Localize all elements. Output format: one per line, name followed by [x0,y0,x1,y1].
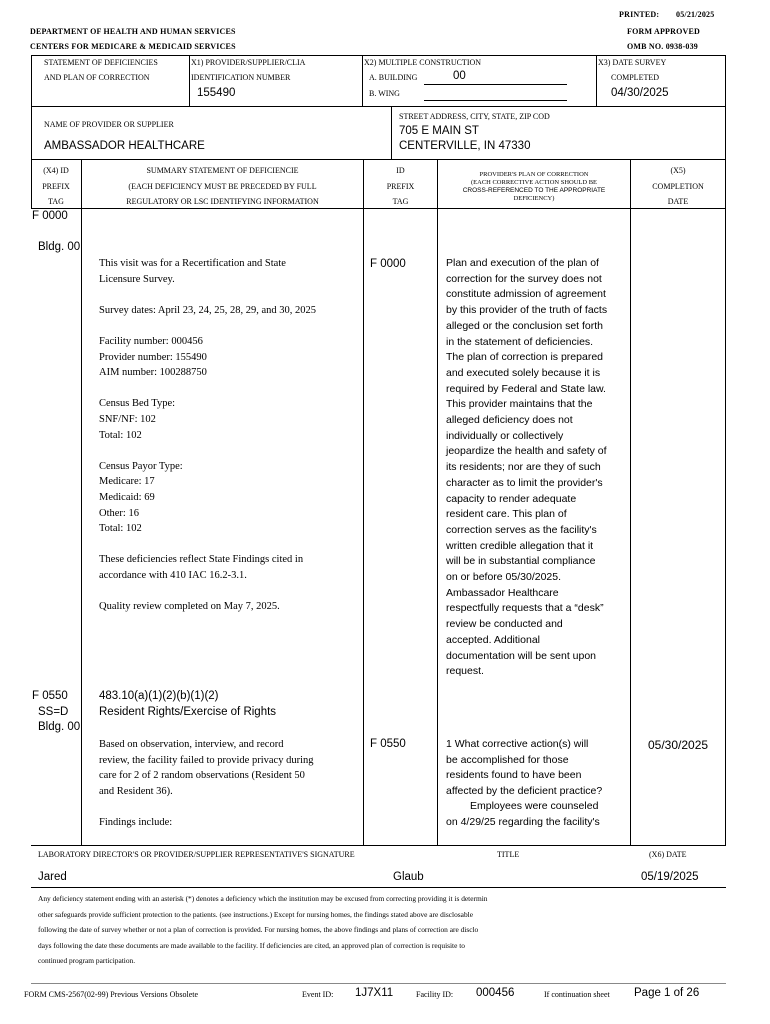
signature-label: LABORATORY DIRECTOR'S OR PROVIDER/SUPPLIER REPRESENTATIVE'S SIGNATURE [38,850,355,859]
plan-header-2: (EACH CORRECTIVE ACTION SHOULD BE [470,179,598,186]
x1-label-1: X1) PROVIDER/SUPPLIER/CLIA [191,58,306,67]
printed-date: 05/21/2025 [676,10,715,19]
summary-statement-1: This visit was for a Recertification and State Licensure Survey. Survey dates: April 23, 24, 25, 28, 29, and 30, 2025 Facility number: 000456 Provider number: 155490 AIM number: 100288750 Census Bed Type: SNF/NF: 102 Total: 102 Census Payor Type: Medicare: 17 Medicaid: 69 Other: 16 Total: 102 These deficiencies reflect State Findings cited in accordance with 410 IAC 16.2-3.1. Quality review completed on May 7, 2025. [99,258,316,613]
scope-severity: SS=D [38,706,69,718]
building-value: 00 [453,70,466,82]
disclaimer-line-2: other safeguards provide sufficient protection to the patients. (see instructions.) Except for nursing homes, the findings stated above are disclosable [38,910,473,919]
department-title: DEPARTMENT OF HEALTH AND HUMAN SERVICES [30,27,236,36]
signature-name: Jared [38,871,67,883]
rule [31,845,726,846]
rule [725,55,726,107]
rule [596,55,597,107]
statement-label-1: STATEMENT OF DEFICIENCIES [44,58,158,67]
rule [31,887,726,888]
rule [630,160,631,846]
rule [31,107,32,159]
rule [31,159,726,160]
plan-of-correction-1: Plan and execution of the plan of correction for the survey does not constitute admission of agreement by this provider of the truth of facts alleged or the conclusion set forth in the statement of deficiencies. The plan of correction is prepared and executed solely because it is required by Federal and State law. This provider maintains that the alleged deficiency does not individually or collectively jeopardize the health and safety of its residents; nor are they of such character as to limit the provider's capacity to render adequate resident care. This plan of correction serves as the facility's written credible allegation that it will be in substantial compliance on or before 05/30/2025. Ambassador Healthcare respectfully requests that a “desk” review be conducted and accepted. Additional documentation will be sent upon request. [446,257,608,678]
id-prefix-tag-f0000: F 0000 [370,258,406,270]
provider-name: AMBASSADOR HEALTHCARE [44,140,205,152]
wing-label: B. WING [369,89,400,98]
signature-title: Glaub [393,871,424,883]
form-number: FORM CMS-2567(02-99) Previous Versions Obsolete [24,990,199,999]
rule [31,106,726,107]
event-id: 1J7X11 [355,987,394,999]
statement-label-2: AND PLAN OF CORRECTION [44,73,150,82]
x6-date-label: (X6) DATE [649,850,687,859]
completion-date: 05/30/2025 [648,738,709,752]
summary-header-1: SUMMARY STATEMENT OF DEFICIENCIE [146,166,299,175]
plan-header-4: DEFICIENCY) [513,195,555,202]
title-label: TITLE [497,850,520,859]
id-prefix-tag-f0550: F 0550 [370,738,406,750]
summary-header-2: (EACH DEFICIENCY MUST BE PRECEDED BY FULL [128,182,317,191]
omb-number: OMB NO. 0938-039 [627,42,698,51]
provider-city: CENTERVILLE, IN 47330 [399,140,531,152]
x5-header-3: DATE [667,197,689,206]
id-header-2: PREFIX [386,182,415,191]
page-number: Page 1 of 26 [634,987,700,999]
address-label: STREET ADDRESS, CITY, STATE, ZIP COD [399,112,550,121]
provider-name-label: NAME OF PROVIDER OR SUPPLIER [44,120,174,129]
plan-header-3: CROSS-REFERENCED TO THE APPROPRIATE [462,187,606,194]
plan-of-correction-2-line6: on 4/29/25 regarding the facility's [446,816,600,828]
facility-id: 000456 [476,987,515,999]
deficiency-tag-f0000: F 0000 [32,210,68,222]
provider-street: 705 E MAIN ST [399,125,479,137]
x4-header-3: TAG [48,197,64,206]
building-label: A. BUILDING [369,73,418,82]
form-approved: FORM APPROVED [627,27,701,36]
plan-of-correction-2-line5: Employees were counseled [470,800,599,812]
building-tag: Bldg. 00 [38,721,81,733]
disclaimer-line-5: continued program participation. [38,956,136,965]
plan-header-1: PROVIDER'S PLAN OF CORRECTION [479,171,589,178]
rule [363,160,364,846]
continuation-label: If continuation sheet [544,990,610,999]
building-tag: Bldg. 00 [38,241,81,253]
rule [437,160,438,846]
centers-title: CENTERS FOR MEDICARE & MEDICAID SERVICES [30,42,236,51]
rule [725,107,726,159]
rule [31,208,726,209]
disclaimer-line-1: Any deficiency statement ending with an asterisk (*) denotes a deficiency which the institution may be excused from correcting providing it is determin [38,894,488,903]
plan-of-correction-2: 1 What corrective action(s) will be accomplished for those residents found to have been affected by the deficient practice? [446,738,603,798]
rule [31,55,32,107]
event-id-label: Event ID: [302,990,334,999]
provider-id-number: 155490 [197,87,236,99]
wing-underline [424,100,567,101]
rule [725,160,726,846]
x4-header-2: PREFIX [42,182,70,191]
facility-id-label: Facility ID: [416,990,454,999]
x2-label: X2) MULTIPLE CONSTRUCTION [364,58,482,67]
printed-label: PRINTED: [619,10,660,19]
rule [362,55,363,107]
deficiency-tag-f0550: F 0550 [32,690,68,702]
x3-label-2: COMPLETED [611,73,659,82]
summary-statement-2: Based on observation, interview, and record review, the facility failed to provide privacy during care for 2 of 2 random observations (Resident 50 and Resident 36). Findings include: [99,739,314,828]
survey-completed-date: 04/30/2025 [611,87,669,99]
regulation-number: 483.10(a)(1)(2)(b)(1)(2) [99,690,219,702]
building-underline [424,84,567,85]
rule [31,55,726,56]
rule [81,160,82,846]
rule [391,107,392,159]
x5-header-1: (X5) [670,166,686,175]
disclaimer-line-4: days following the date these documents are made available to the facility. If deficiencies are cited, an approved plan of correction is requisite to [38,941,465,950]
summary-header-3: REGULATORY OR LSC IDENTIFYING INFORMATION [126,197,319,206]
id-header-1: ID [396,166,405,175]
rule [189,55,190,107]
x5-header-2: COMPLETION [652,182,704,191]
signature-date: 05/19/2025 [641,871,699,883]
regulation-title: Resident Rights/Exercise of Rights [99,706,277,718]
disclaimer-line-3: following the date of survey whether or not a plan of correction is provided. For nursing homes, the above findings and plans of correction are disclo [38,925,479,934]
rule [31,983,726,984]
x4-header-1: (X4) ID [43,166,69,175]
x3-label-1: X3) DATE SURVEY [598,58,667,67]
x1-label-2: IDENTIFICATION NUMBER [191,73,291,82]
id-header-3: TAG [392,197,409,206]
